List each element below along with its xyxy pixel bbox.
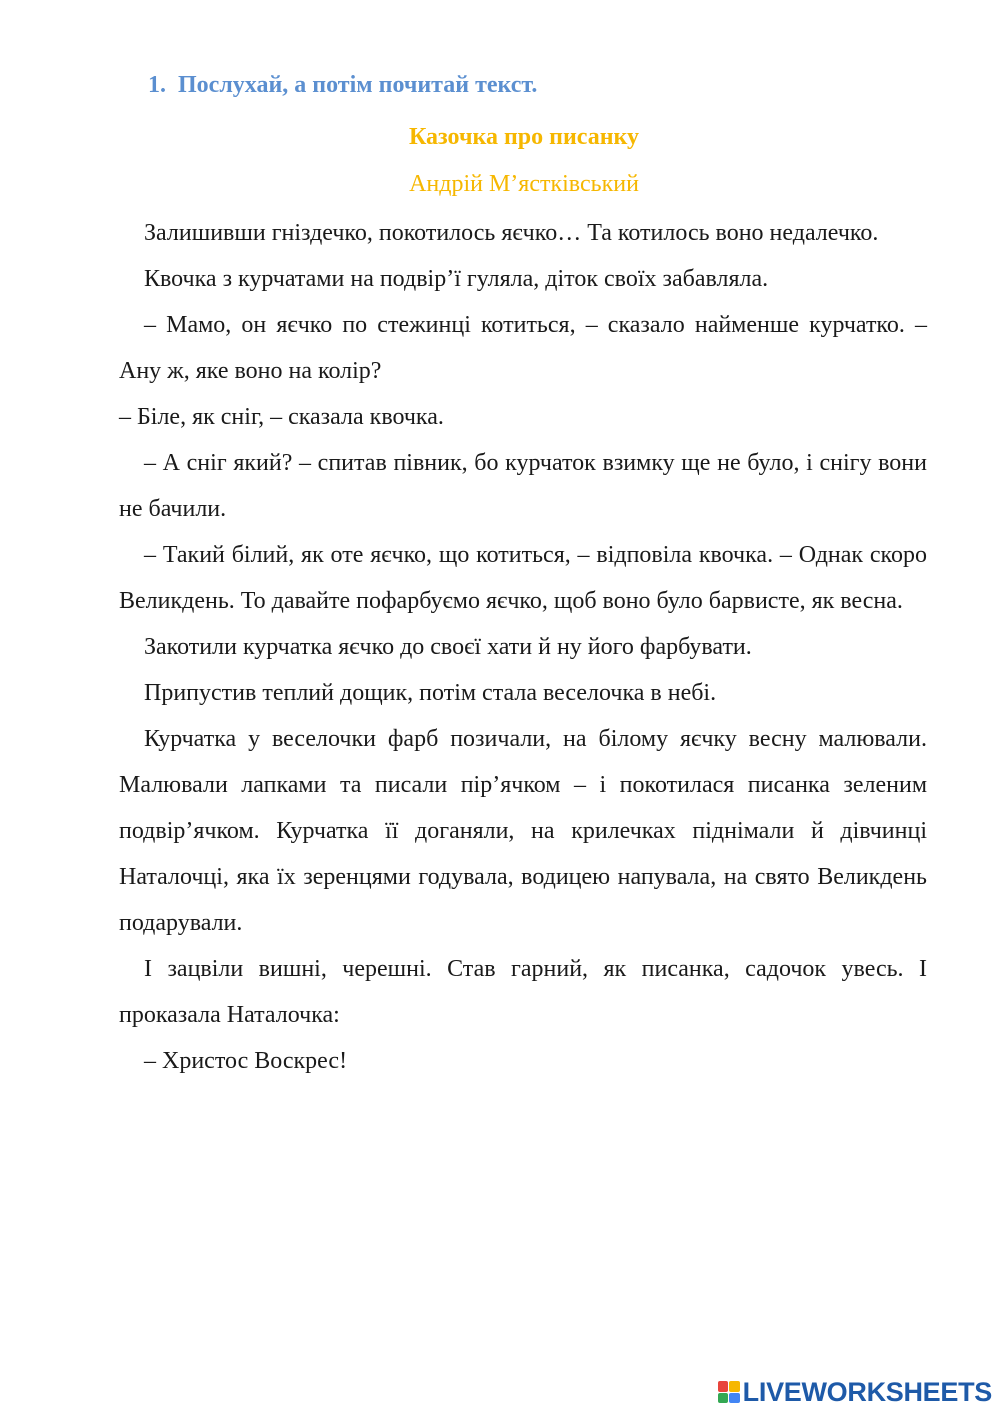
story-paragraph: Курчатка у веселочки фарб позичали, на білому яєчку весну малювали. Малювали лапками та писали пір’ячком – і покотилася писанка зеленим подвір’ячком. Курчатка її доганяли, на крилечках піднімали й дівчинці Наталочці, яка їх зеренцями годувала, водицею напувала, на свято Великдень подарували. bbox=[119, 726, 927, 936]
logo-text: LIVEWORKSHEETS bbox=[742, 1376, 992, 1407]
task-instruction: Послухай, а потім почитай текст. bbox=[178, 72, 538, 98]
story-paragraph: Залишивши гніздечко, покотилось яєчко… Та котилось воно недалечко. bbox=[144, 220, 879, 246]
story-paragraph: Закотили курчатка яєчко до своєї хати й ну його фарбувати. bbox=[144, 634, 752, 660]
story-paragraph: І зацвіли вишні, черешні. Став гарний, як писанка, садочок увесь. І проказала Наталочка: bbox=[119, 956, 927, 1028]
story-paragraph: – Христос Воскрес! bbox=[144, 1048, 348, 1074]
liveworksheets-logo[interactable] bbox=[718, 1377, 992, 1407]
story-text bbox=[119, 210, 927, 1084]
story-paragraph: – А сніг який? – спитав півник, бо курчаток взимку ще не було, і снігу вони не бачили. bbox=[119, 450, 927, 522]
task-heading bbox=[148, 72, 537, 99]
story-paragraph: Припустив теплий дощик, потім стала веселочка в небі. bbox=[144, 680, 717, 706]
story-paragraph: – Мамо, он яєчко по стежинці котиться, – сказало найменше курчатко. – Ану ж, яке воно на колір? bbox=[119, 312, 927, 384]
liveworksheets-logo-icon bbox=[718, 1381, 740, 1403]
story-title: Казочка про писанку bbox=[408, 124, 640, 150]
task-number: 1. bbox=[148, 72, 166, 98]
story-paragraph: – Біле, як сніг, – сказала квочка. bbox=[119, 404, 444, 430]
story-author: Андрій М’ястківський bbox=[409, 171, 639, 197]
story-paragraph: Квочка з курчатами на подвір’ї гуляла, діток своїх забавляла. bbox=[144, 266, 769, 292]
story-paragraph: – Такий білий, як оте яєчко, що котиться, – відповіла квочка. – Однак скоро Великдень. То давайте пофарбуємо яєчко, щоб воно було барвисте, як весна. bbox=[119, 542, 927, 614]
